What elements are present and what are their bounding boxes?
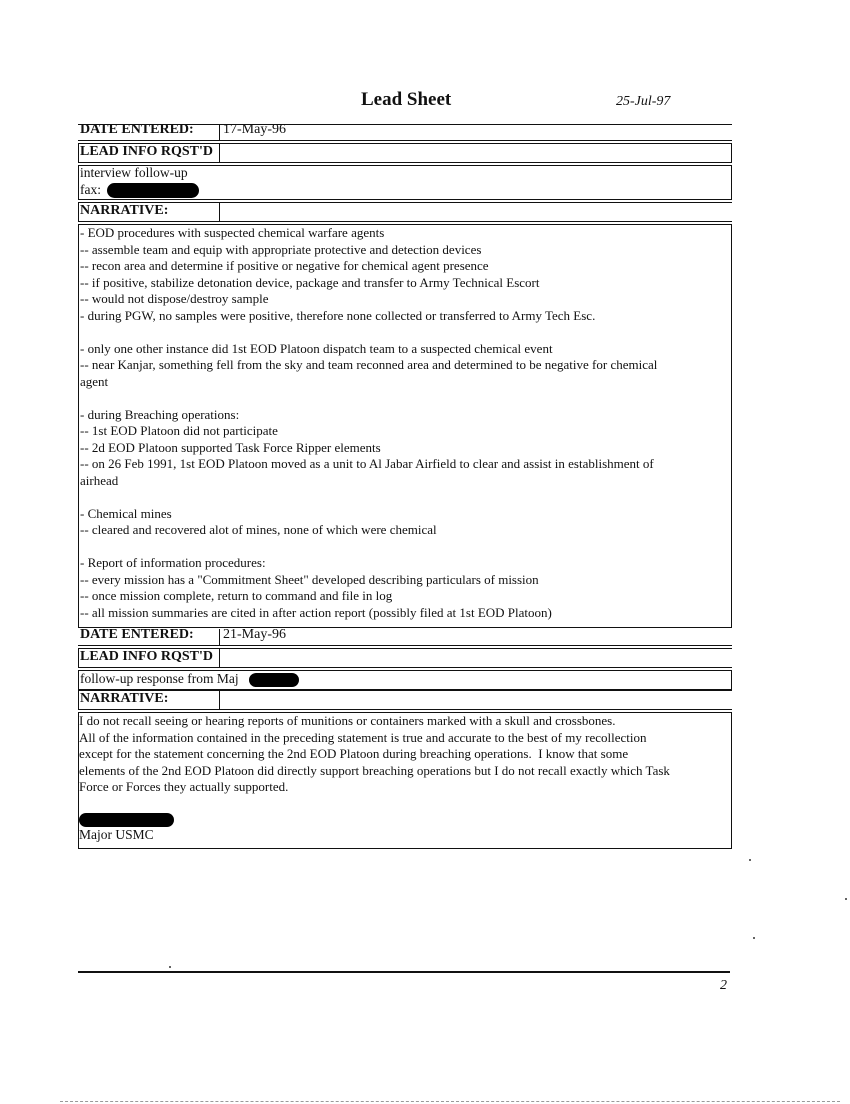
narrative-line: I do not recall seeing or hearing reports of munitions or containers marked with a skull and crossbones. [79,713,616,728]
lead-info-detail-box [78,670,732,690]
footer-rule [78,971,730,973]
scan-speck [169,966,171,968]
narrative-line: -- every mission has a "Commitment Sheet" developed describing particulars of mission [80,571,539,587]
narrative-line: airhead [80,472,119,488]
field-divider [219,144,220,162]
row-rule [78,140,732,141]
lead-info-label: LEAD INFO RQST'D [80,649,214,664]
date-entered-label: DATE ENTERED: [80,627,194,642]
narrative-line: -- assemble team and equip with appropriate protective and detection devices [80,241,482,257]
narrative-line: -- 1st EOD Platoon did not participate [80,423,278,438]
field-divider [219,629,220,645]
narrative-row [78,202,732,222]
narrative-line: -- on 26 Feb 1991, 1st EOD Platoon moved as a unit to Al Jabar Airfield to clear and assist in establishment of [80,456,654,471]
header-date: 25-Jul-97 [616,94,671,109]
narrative-line: All of the information contained in the preceding statement is true and accurate to the best of my recollection [79,729,647,745]
lead-info-row [78,143,732,163]
narrative-text [79,713,670,796]
scan-edge [60,1101,840,1102]
row-rule [78,645,732,646]
date-entered-value: 17-May-96 [223,122,286,137]
lead-detail-line: interview follow-up [80,165,188,180]
narrative-line: -- if positive, stabilize detonation device, package and transfer to Army Technical Escort [80,274,540,290]
narrative-line: -- once mission complete, return to command and file in log [80,588,393,603]
narrative-line [80,539,657,556]
lead-detail-line: follow-up response from Maj [80,671,239,686]
narrative-line: - during PGW, no samples were positive, therefore none collected or transferred to Army Tech Esc. [80,307,596,323]
narrative-line: -- cleared and recovered alot of mines, none of which were chemical [80,522,437,537]
narrative-box [78,224,732,628]
scan-speck [845,898,847,900]
narrative-box [78,712,732,849]
date-entered-value: 21-May-96 [223,627,286,642]
narrative-line: except for the statement concerning the 2nd EOD Platoon during breaching operations. I know that some [79,746,629,761]
narrative-line: -- all mission summaries are cited in after action report (possibly filed at 1st EOD Platoon) [80,604,552,620]
page-number: 2 [720,978,727,993]
signature-title: Major USMC [79,827,154,842]
lead-info-detail-box [78,165,732,200]
scan-speck [753,937,755,939]
scan-speck [749,859,751,861]
redaction-mark [107,183,199,198]
lead-info-row [78,648,732,668]
narrative-line: agent [80,373,109,389]
redaction-mark [249,673,299,687]
narrative-line: - only one other instance did 1st EOD Platoon dispatch team to a suspected chemical event [80,340,553,356]
field-divider [219,649,220,667]
narrative-label: NARRATIVE: [80,691,169,706]
field-divider [219,691,220,709]
field-divider [219,124,220,140]
narrative-line: - during Breaching operations: [80,406,240,422]
narrative-row [78,690,732,710]
narrative-text [80,225,657,621]
narrative-line [80,390,657,407]
narrative-line: elements of the 2nd EOD Platoon did directly support breaching operations but I do not recall exactly which Task [79,762,670,778]
narrative-line: -- near Kanjar, something fell from the sky and team reconned area and determined to be negative for chemical [80,357,658,372]
signature-redaction [79,813,174,827]
narrative-line: -- would not dispose/destroy sample [80,291,269,306]
lead-info-label: LEAD INFO RQST'D [80,144,214,159]
narrative-line [80,489,657,506]
narrative-line: -- 2d EOD Platoon supported Task Force Ripper elements [80,439,381,455]
lead-detail-line: fax: [80,182,101,197]
narrative-line: - EOD procedures with suspected chemical warfare agents [80,225,385,240]
narrative-label: NARRATIVE: [80,203,169,218]
date-entered-label: DATE ENTERED: [80,122,194,137]
narrative-line: - Chemical mines [80,505,172,521]
field-divider [219,203,220,221]
narrative-line: Force or Forces they actually supported. [79,779,289,794]
narrative-line [80,324,657,341]
narrative-line: - Report of information procedures: [80,555,266,570]
page-title: Lead Sheet [361,89,452,110]
narrative-line: -- recon area and determine if positive or negative for chemical agent presence [80,258,489,273]
